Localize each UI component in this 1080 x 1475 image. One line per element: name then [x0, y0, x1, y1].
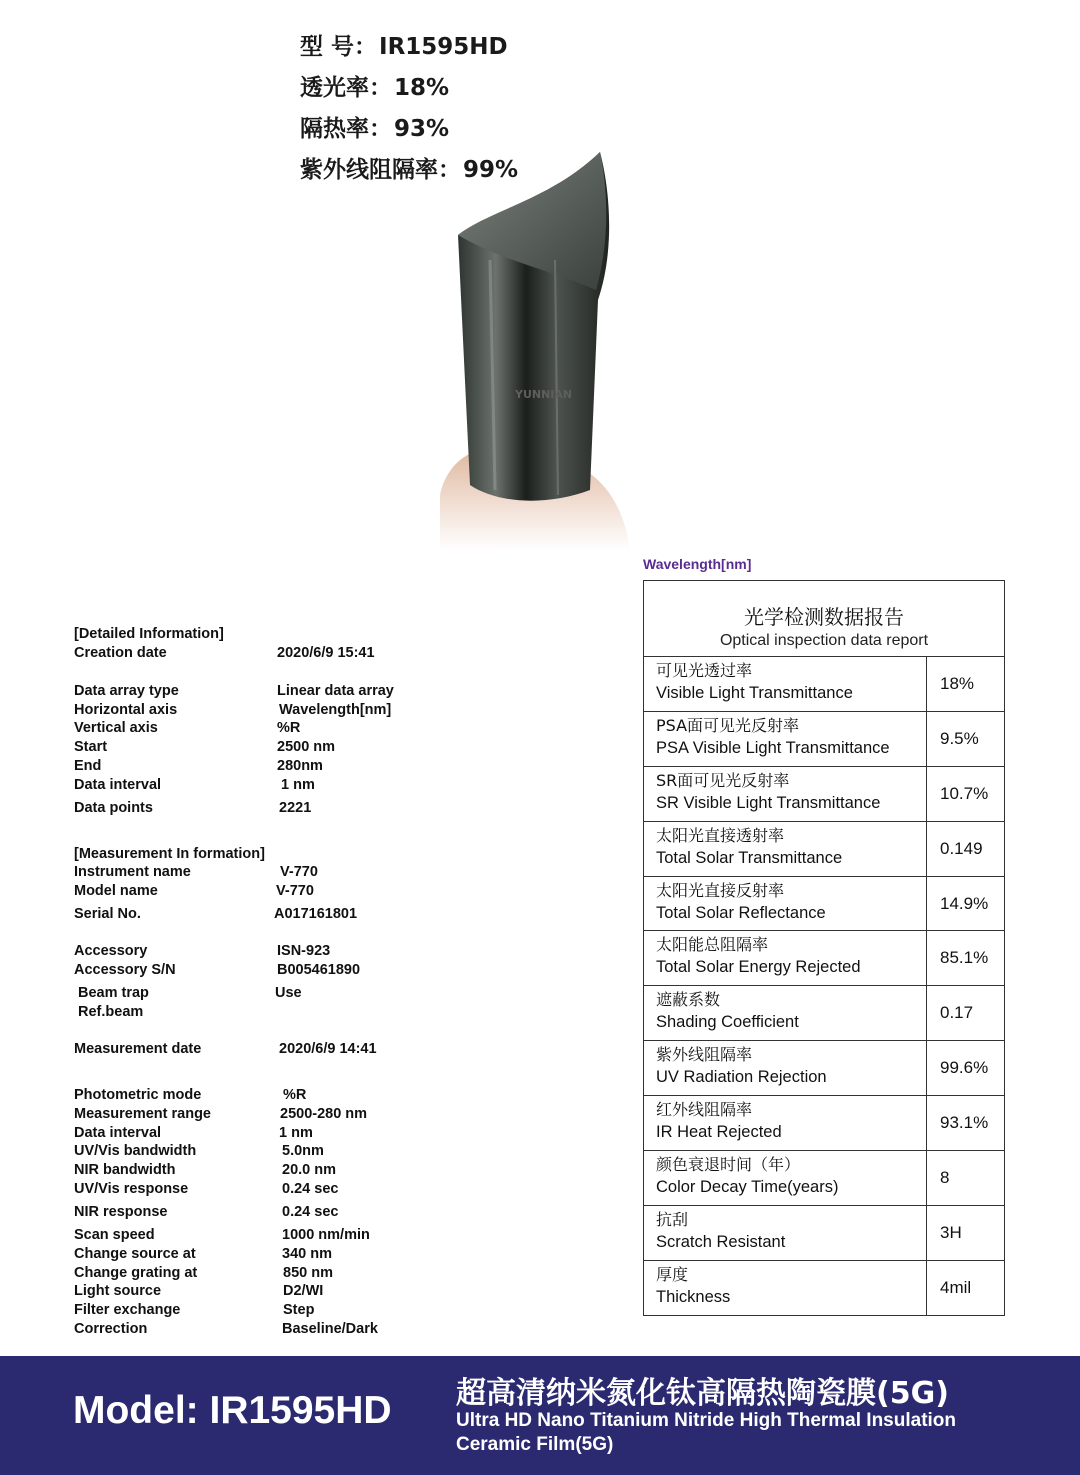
- report-value: 18%: [940, 673, 975, 693]
- report-row: 紫外线阻隔率 UV Radiation Rejection 99.6%: [644, 1041, 1004, 1096]
- report-row: 抗刮 Scratch Resistant 3H: [644, 1206, 1004, 1261]
- report-value: 14.9%: [940, 893, 989, 913]
- optical-report-table: [643, 580, 1005, 1316]
- report-value: 0.149: [940, 838, 983, 858]
- spec-transmittance: 透光率： 18%: [300, 75, 450, 101]
- wavelength-label: Wavelength[nm]: [643, 556, 752, 572]
- report-value: 9.5%: [940, 728, 979, 748]
- report-value: 85.1%: [940, 948, 989, 968]
- spec-uv-rejection: 紫外线阻隔率： 99%: [300, 157, 519, 183]
- banner-title-cn: 超高清纳米氮化钛高隔热陶瓷膜(5G): [456, 1376, 949, 1411]
- bottom-banner: [0, 1356, 1080, 1475]
- report-row: 厚度 Thickness 4mil: [644, 1261, 1004, 1315]
- report-header: [644, 581, 1004, 657]
- watermark-text: YUNNIAN: [515, 388, 573, 401]
- report-value: 3H: [940, 1222, 962, 1242]
- report-value: 99.6%: [940, 1058, 989, 1078]
- report-value: 93.1%: [940, 1113, 989, 1133]
- spec-model: 型 号： IR1595HD: [300, 34, 508, 60]
- report-row: 太阳光直接反射率 Total Solar Reflectance 14.9%: [644, 877, 1004, 932]
- report-value: 4mil: [940, 1277, 972, 1297]
- report-row: 遮蔽系数 Shading Coefficient 0.17: [644, 986, 1004, 1041]
- report-title-cn: 光学检测数据报告: [744, 605, 904, 629]
- report-value: 0.17: [940, 1003, 974, 1023]
- report-row: 太阳光直接透射率 Total Solar Transmittance 0.149: [644, 822, 1004, 877]
- banner-model: Model: IR1595HD: [73, 1389, 392, 1432]
- report-row: 可见光透过率 Visible Light Transmittance 18%: [644, 657, 1004, 712]
- report-row: PSA面可见光反射率 PSA Visible Light Transmittance 9.5%: [644, 712, 1004, 767]
- report-row: SR面可见光反射率 SR Visible Light Transmittance 10.7%: [644, 767, 1004, 822]
- report-row: 红外线阻隔率 IR Heat Rejected 93.1%: [644, 1096, 1004, 1151]
- spec-heat-rejection: 隔热率： 93%: [300, 116, 450, 142]
- report-row: 颜色衰退时间（年） Color Decay Time(years) 8: [644, 1151, 1004, 1206]
- banner-title-en: Ultra HD Nano Titanium Nitride High Thermal Insulation Ceramic Film(5G): [456, 1410, 957, 1455]
- report-title-en: Optical inspection data report: [719, 632, 929, 649]
- report-value: 8: [940, 1167, 950, 1187]
- report-value: 10.7%: [940, 783, 989, 803]
- film-roll-image: [430, 150, 640, 550]
- report-row: 太阳能总阻隔率 Total Solar Energy Rejected 85.1%: [644, 931, 1004, 986]
